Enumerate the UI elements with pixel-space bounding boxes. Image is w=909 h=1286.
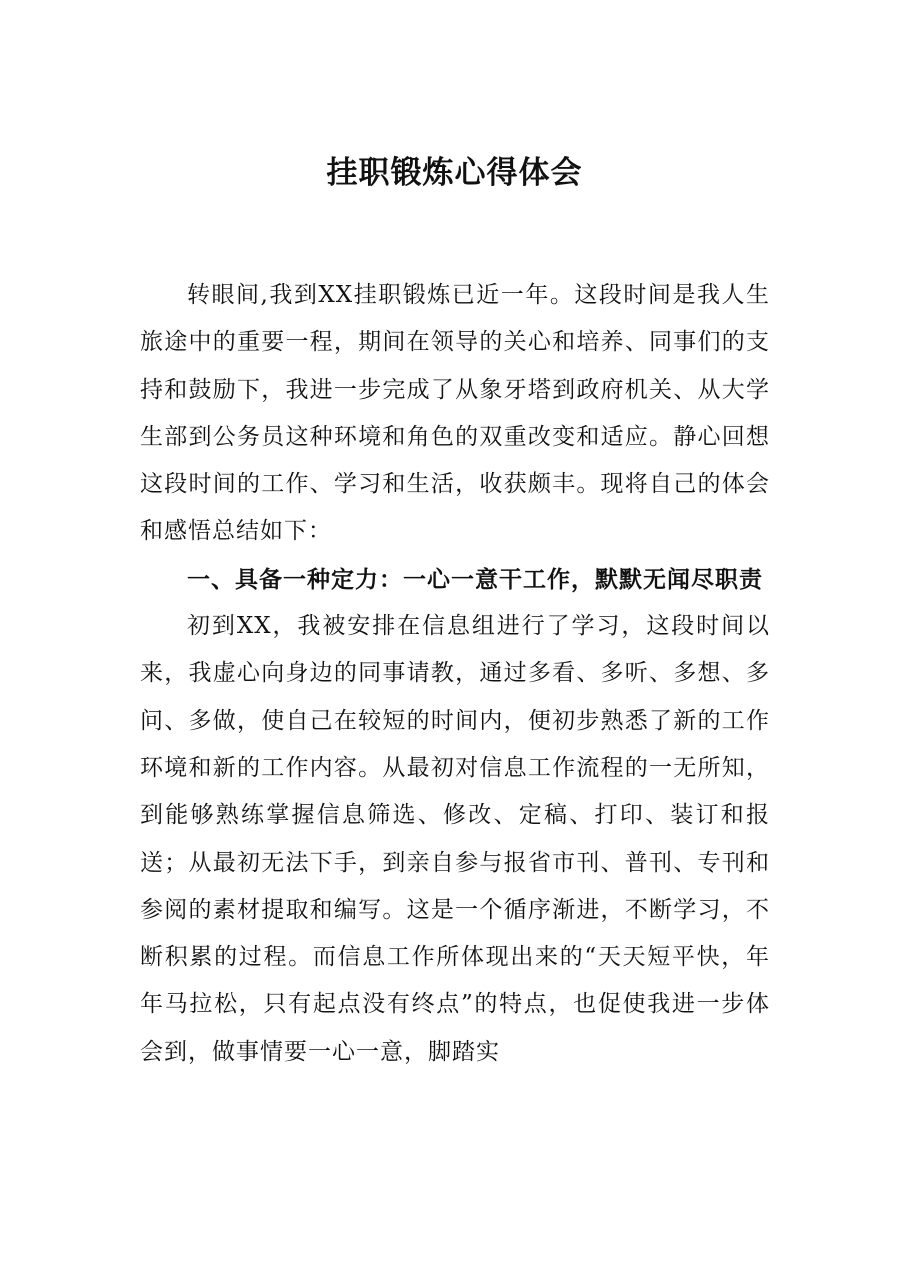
paragraph-intro: 转眼间,我到XX挂职锻炼已近一年。这段时间是我人生旅途中的重要一程，期间在领导的关心和培养、同事们的支持和鼓励下，我进一步完成了从象牙塔到政府机关、从大学生部到公务员这种环境和角色的双重改变和适应。静心回想这段时间的工作、学习和生活，收获颇丰。现将自己的体会和感悟总结如下：	[140, 282, 770, 545]
document-title: 挂职锻炼心得体会	[326, 155, 583, 191]
document-body	[140, 272, 770, 1076]
section-heading-1: 一、具备一种定力：一心一意干工作，默默无闻尽职责	[187, 565, 763, 593]
paragraph-section-1: 初到XX，我被安排在信息组进行了学习，这段时间以来，我虚心向身边的同事请教，通过多看、多听、多想、多问、多做，使自己在较短的时间内，便初步熟悉了新的工作环境和新的工作内容。从最初对信息工作流程的一无所知，到能够熟练掌握信息筛选、修改、定稿、打印、装订和报送；从最初无法下手，到亲自参与报省市刊、普刊、专刊和参阅的素材提取和编写。这是一个循序渐进，不断学习，不断积累的过程。而信息工作所体现出来的“天天短平快，年年马拉松，只有起点没有终点”的特点，也促使我进一步体会到，做事情要一心一意，脚踏实	[140, 613, 770, 1065]
